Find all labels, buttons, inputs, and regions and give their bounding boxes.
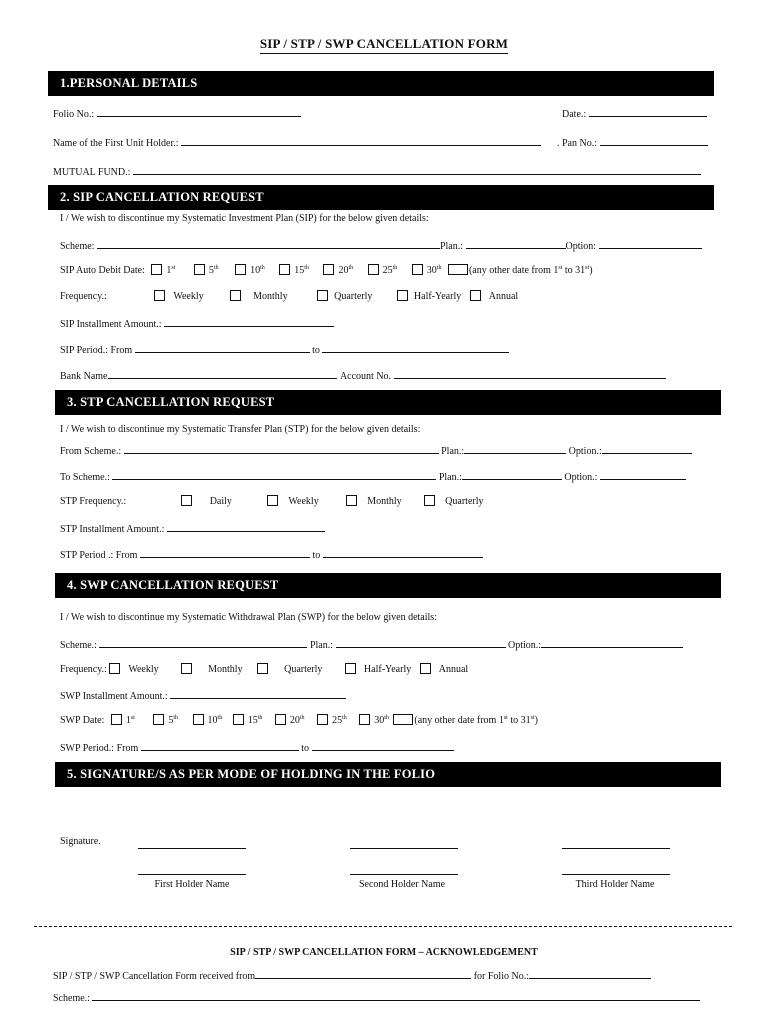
sip-plan-label: Plan.: — [439, 241, 463, 252]
stp-from-plan-label: Plan.: — [441, 446, 465, 457]
swp-freq-checkbox[interactable] — [345, 663, 356, 674]
swp-date-checkbox[interactable] — [317, 714, 328, 725]
ack-scheme-label: Scheme.: — [53, 993, 90, 1004]
swp-period-to-field[interactable] — [312, 740, 454, 751]
date-label: Date.: — [562, 109, 587, 120]
swp-date-row — [60, 714, 538, 728]
stp-period-from-field[interactable] — [140, 547, 310, 558]
swp-other-date-text: (any other date from 1 — [414, 715, 504, 726]
swp-date-checkbox[interactable] — [275, 714, 286, 725]
sip-scheme-label: Scheme: — [60, 241, 95, 252]
first-holder-field[interactable] — [181, 135, 541, 146]
stp-freq-checkbox[interactable] — [424, 495, 435, 506]
stp-from-option-field[interactable] — [602, 443, 692, 454]
sip-bank-field[interactable] — [108, 368, 336, 379]
sip-freq-checkbox[interactable] — [470, 290, 481, 301]
third-holder-signature-field[interactable] — [562, 847, 670, 849]
swp-amount-field[interactable] — [170, 688, 346, 699]
sip-date-checkbox[interactable] — [323, 264, 334, 275]
swp-intro: I / We wish to discontinue my Systematic Withdrawal Plan (SWP) for the below given details: — [60, 612, 437, 623]
swp-frequency-label: Frequency.: — [60, 664, 107, 675]
ack-received-label: SIP / STP / SWP Cancellation Form received from — [53, 971, 256, 982]
swp-amount-label: SWP Installment Amount.: — [60, 691, 168, 702]
sip-period-from-label: SIP Period.: From — [60, 345, 133, 356]
sip-account-field[interactable] — [394, 368, 666, 379]
swp-freq-label: Monthly — [208, 664, 243, 675]
stp-period-to-field[interactable] — [323, 547, 483, 558]
swp-other-date-box[interactable] — [393, 714, 413, 725]
sip-date-label: 20 — [338, 265, 349, 276]
stp-from-scheme-label: From Scheme.: — [60, 446, 122, 457]
stp-from-scheme-field[interactable] — [124, 443, 439, 454]
first-holder-label: Name of the First Unit Holder.: — [53, 138, 179, 149]
swp-date-suffix: th — [299, 715, 305, 721]
sip-other-date-suffix: st — [585, 265, 590, 271]
stp-freq-label: Monthly — [367, 496, 402, 507]
sip-date-checkbox[interactable] — [279, 264, 290, 275]
stp-intro: I / We wish to discontinue my Systematic Transfer Plan (STP) for the below given details: — [60, 424, 421, 435]
sip-period-to-field[interactable] — [322, 342, 509, 353]
stp-period-from-label: STP Period .: From — [60, 550, 138, 561]
pan-field[interactable] — [600, 135, 708, 146]
stp-amount-label: STP Installment Amount.: — [60, 524, 165, 535]
sip-amount-label: SIP Installment Amount.: — [60, 319, 162, 330]
ack-title: SIP / STP / SWP CANCELLATION FORM – ACKNOWLEDGEMENT — [230, 947, 538, 958]
swp-option-label: Option.: — [508, 640, 542, 651]
sip-bank-row — [60, 368, 666, 382]
stp-to-scheme-field[interactable] — [112, 469, 436, 480]
swp-scheme-label: Scheme.: — [60, 640, 97, 651]
swp-freq-label: Weekly — [128, 664, 159, 675]
swp-date-suffix: th — [384, 715, 389, 721]
sip-date-label: 30 — [426, 265, 437, 276]
stp-to-option-label: Option.: — [564, 472, 598, 483]
swp-option-field[interactable] — [541, 637, 683, 648]
swp-amount-row — [60, 688, 346, 702]
sip-freq-label: Half-Yearly — [413, 291, 462, 302]
sip-date-checkbox[interactable] — [235, 264, 246, 275]
first-holder-row — [53, 135, 541, 149]
swp-date-num: 20 — [289, 715, 300, 726]
stp-from-plan-field[interactable] — [464, 443, 566, 454]
sip-other-date-suffix: st — [558, 265, 563, 271]
swp-freq-label: Quarterly — [284, 664, 323, 675]
stp-freq-label: Daily — [209, 496, 232, 507]
swp-frequency-row — [60, 663, 468, 677]
sip-other-date-text: ) — [589, 265, 593, 276]
sip-frequency-label: Frequency.: — [60, 291, 107, 302]
swp-scheme-field[interactable] — [99, 637, 307, 648]
ack-folio-field[interactable] — [529, 968, 651, 979]
stp-amount-field[interactable] — [167, 521, 325, 532]
stp-frequency-row — [60, 495, 484, 509]
sip-date-label: 5 — [208, 265, 214, 276]
second-holder-signature-field[interactable] — [350, 847, 458, 849]
swp-date-label: SWP Date: — [60, 715, 105, 726]
sip-amount-row — [60, 316, 334, 330]
swp-plan-field[interactable] — [336, 637, 506, 648]
stp-period-to-label: to — [312, 550, 321, 561]
ack-received-row — [53, 968, 651, 982]
swp-period-row — [60, 740, 454, 754]
sip-other-date-text: to 31 — [562, 265, 586, 276]
stp-freq-checkbox[interactable] — [346, 495, 357, 506]
signature-label: Signature. — [60, 836, 101, 847]
swp-other-date-suffix: st — [530, 715, 535, 721]
swp-date-checkbox[interactable] — [359, 714, 370, 725]
sip-date-checkbox[interactable] — [368, 264, 379, 275]
sip-date-label: 10 — [250, 265, 261, 276]
ack-received-field[interactable] — [255, 968, 471, 979]
swp-date-suffix: th — [173, 715, 179, 721]
sip-bank-label: Bank Name — [60, 371, 108, 382]
third-holder-name-label: Third Holder Name — [575, 879, 655, 890]
sip-date-label: 15 — [294, 265, 305, 276]
sip-intro: I / We wish to discontinue my Systematic Investment Plan (SIP) for the below given details: — [60, 213, 429, 224]
swp-date-suffix: st — [130, 715, 135, 721]
stp-freq-label: Quarterly — [445, 496, 484, 507]
sip-period-from-field[interactable] — [135, 342, 310, 353]
sip-freq-checkbox[interactable] — [230, 290, 241, 301]
cut-line — [34, 926, 732, 927]
stp-from-option-label: Option.: — [568, 446, 602, 457]
sip-other-date-text: (any other date from 1 — [468, 265, 559, 276]
swp-freq-checkbox[interactable] — [109, 663, 120, 674]
form-title: SIP / STP / SWP CANCELLATION FORM — [0, 36, 768, 52]
swp-date-checkbox[interactable] — [111, 714, 122, 725]
sip-date-checkbox[interactable] — [151, 264, 162, 275]
swp-date-num: 30 — [374, 715, 385, 726]
swp-date-checkbox[interactable] — [233, 714, 244, 725]
sip-date-suffix: th — [392, 265, 398, 271]
stp-freq-label: Weekly — [288, 496, 319, 507]
first-holder-signature-field[interactable] — [138, 847, 246, 849]
first-holder-name-field[interactable] — [138, 873, 246, 875]
mutual-fund-row — [53, 164, 701, 178]
swp-period-from-label: SWP Period.: From — [60, 743, 139, 754]
sip-date-suffix: st — [171, 265, 176, 271]
sip-freq-label: Annual — [488, 291, 519, 302]
sip-date-suffix: th — [436, 265, 442, 271]
sip-date-checkbox[interactable] — [194, 264, 205, 275]
sip-option-label: Option: — [565, 241, 597, 252]
sip-date-suffix: th — [213, 265, 219, 271]
sip-scheme-field[interactable] — [97, 238, 440, 249]
swp-date-num: 5 — [168, 715, 174, 726]
swp-date-num: 10 — [207, 715, 218, 726]
section-header-swp: 4. SWP CANCELLATION REQUEST — [55, 573, 721, 598]
sip-date-label: 1 — [166, 265, 172, 276]
section-header-sip: 2. SIP CANCELLATION REQUEST — [48, 185, 714, 210]
sip-freq-label: Quarterly — [334, 291, 373, 302]
swp-date-num: 25 — [332, 715, 343, 726]
swp-freq-checkbox[interactable] — [420, 663, 431, 674]
sip-date-suffix: th — [304, 265, 309, 271]
swp-date-checkbox[interactable] — [153, 714, 164, 725]
folio-label: Folio No.: — [53, 109, 95, 120]
stp-freq-checkbox[interactable] — [267, 495, 278, 506]
sip-option-field[interactable] — [599, 238, 702, 249]
sip-freq-checkbox[interactable] — [397, 290, 408, 301]
sip-plan-field[interactable] — [466, 238, 566, 249]
swp-other-date-text: to 31 — [507, 715, 531, 726]
stp-to-option-field[interactable] — [600, 469, 686, 480]
sip-other-date-box[interactable] — [448, 264, 468, 275]
ack-scheme-row — [53, 990, 700, 1004]
swp-freq-label: Annual — [438, 664, 469, 675]
date-field[interactable] — [589, 106, 707, 117]
second-holder-name-field[interactable] — [350, 873, 458, 875]
stp-frequency-label: STP Frequency.: — [60, 496, 127, 507]
swp-freq-checkbox[interactable] — [257, 663, 268, 674]
pan-row — [557, 135, 708, 149]
sip-auto-debit-row — [60, 264, 593, 278]
sip-date-suffix: th — [260, 265, 265, 271]
swp-date-checkbox[interactable] — [193, 714, 204, 725]
ack-folio-label: for Folio No.: — [473, 971, 529, 982]
first-holder-name-label: First Holder Name — [154, 879, 230, 890]
sip-date-checkbox[interactable] — [412, 264, 423, 275]
second-holder-name-label: Second Holder Name — [358, 879, 446, 890]
folio-row — [53, 106, 301, 120]
sip-auto-debit-label: SIP Auto Debit Date: — [60, 265, 145, 276]
stp-period-row — [60, 547, 483, 561]
sip-frequency-row — [60, 290, 518, 304]
ack-scheme-field[interactable] — [92, 990, 700, 1001]
sip-scheme-row — [60, 238, 702, 252]
stp-freq-checkbox[interactable] — [181, 495, 192, 506]
swp-date-suffix: th — [217, 715, 223, 721]
sip-period-row — [60, 342, 509, 356]
stp-from-scheme-row — [60, 443, 692, 457]
date-row — [562, 106, 707, 120]
swp-date-num: 1 — [125, 715, 131, 726]
swp-date-suffix: th — [342, 715, 347, 721]
swp-other-date-suffix: st — [503, 715, 508, 721]
sip-freq-checkbox[interactable] — [317, 290, 328, 301]
section-header-personal-details: 1.PERSONAL DETAILS — [48, 71, 714, 96]
swp-period-to-label: to — [301, 743, 310, 754]
sip-freq-checkbox[interactable] — [154, 290, 165, 301]
mutual-fund-label: MUTUAL FUND.: — [53, 167, 131, 178]
swp-freq-checkbox[interactable] — [181, 663, 192, 674]
stp-to-plan-label: Plan.: — [438, 472, 462, 483]
swp-other-date-text: ) — [534, 715, 538, 726]
swp-period-from-field[interactable] — [141, 740, 299, 751]
section-header-signatures: 5. SIGNATURE/S AS PER MODE OF HOLDING IN THE FOLIO — [55, 762, 721, 787]
sip-date-suffix: th — [348, 265, 354, 271]
section-header-stp: 3. STP CANCELLATION REQUEST — [55, 390, 721, 415]
mutual-fund-field[interactable] — [133, 164, 701, 175]
folio-field[interactable] — [97, 106, 301, 117]
third-holder-name-field[interactable] — [562, 873, 670, 875]
sip-period-to-label: to — [312, 345, 320, 356]
sip-amount-field[interactable] — [164, 316, 334, 327]
swp-freq-label: Half-Yearly — [363, 664, 412, 675]
stp-to-plan-field[interactable] — [462, 469, 562, 480]
swp-plan-label: Plan.: — [309, 640, 333, 651]
sip-freq-label: Monthly — [253, 291, 288, 302]
swp-date-suffix: th — [257, 715, 263, 721]
pan-label: . Pan No.: — [557, 138, 597, 149]
swp-scheme-row — [60, 637, 683, 651]
swp-date-num: 15 — [247, 715, 258, 726]
stp-amount-row — [60, 521, 325, 535]
stp-to-scheme-row — [60, 469, 686, 483]
sip-date-label: 25 — [382, 265, 393, 276]
stp-to-scheme-label: To Scheme.: — [60, 472, 110, 483]
sip-account-label: . Account No. — [335, 371, 392, 382]
sip-freq-label: Weekly — [173, 291, 204, 302]
